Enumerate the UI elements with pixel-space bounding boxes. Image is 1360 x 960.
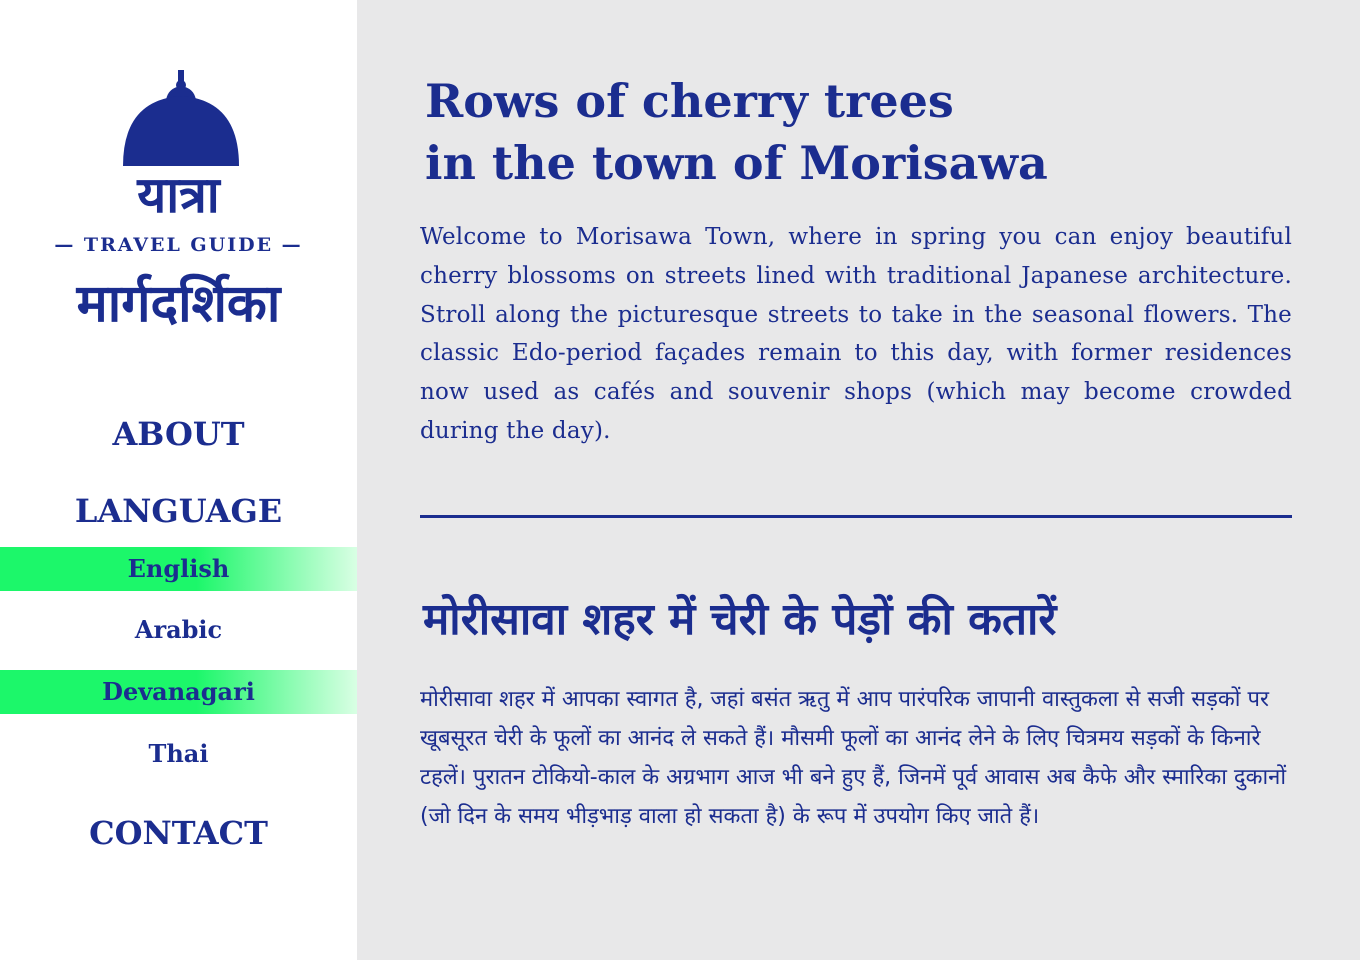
nav-contact[interactable]: CONTACT [89,814,268,852]
language-option-thai[interactable]: Thai [148,739,209,768]
dome-icon [120,70,242,170]
article-body-english: Welcome to Morisawa Town, where in spring you can enjoy beautiful cherry blossoms on streets lined with traditional Japanese architecture. Stroll along the picturesque streets to take in the seasonal flowers. The classic Edo-period façades remain to this day, with former residences now used as cafés and souvenir shops (which may become crowded during the day). [420,224,1292,444]
nav-language[interactable]: LANGUAGE [74,492,283,530]
logo[interactable] [0,60,357,350]
logo-tagline: — TRAVEL GUIDE — [54,234,303,256]
language-option-devanagari[interactable]: Devanagari [0,670,357,714]
language-option-arabic[interactable]: Arabic [134,615,223,644]
language-option-english[interactable]: English [0,547,357,591]
section-divider [420,515,1292,518]
article-body-hindi: मोरीसावा शहर में आपका स्वागत है, जहां बसंत ऋतु में आप पारंपरिक जापानी वास्तुकला से सजी सड़कों पर खूबसूरत चेरी के फूलों का आनंद ले सकते हैं। मौसमी फूलों का आनंद लेने के लिए चित्रमय सड़कों के किनारे टहलें। पुरातन टोकियो-काल के अग्रभाग आज भी बने हुए हैं, जिनमें पूर्व आवास अब कैफे और स्मारिका दुकानों (जो दिन के समय भीड़भाड़ वाला हो सकता है) के रूप में उपयोग किए जाते हैं। [420,687,1287,829]
logo-wordmark-yatra: यात्रा [137,166,220,224]
article-title-english [425,70,1305,194]
sidebar [0,0,357,960]
article-title-english-line1: Rows of cherry trees [425,74,954,128]
logo-wordmark-margdarshika: मार्गदर्शिका [76,274,281,334]
article-title-english-line2: in the town of Morisawa [425,136,1048,190]
nav-about[interactable]: ABOUT [112,415,245,453]
article-title-hindi: मोरीसावा शहर में चेरी के पेड़ों की कतारें [423,594,1057,645]
